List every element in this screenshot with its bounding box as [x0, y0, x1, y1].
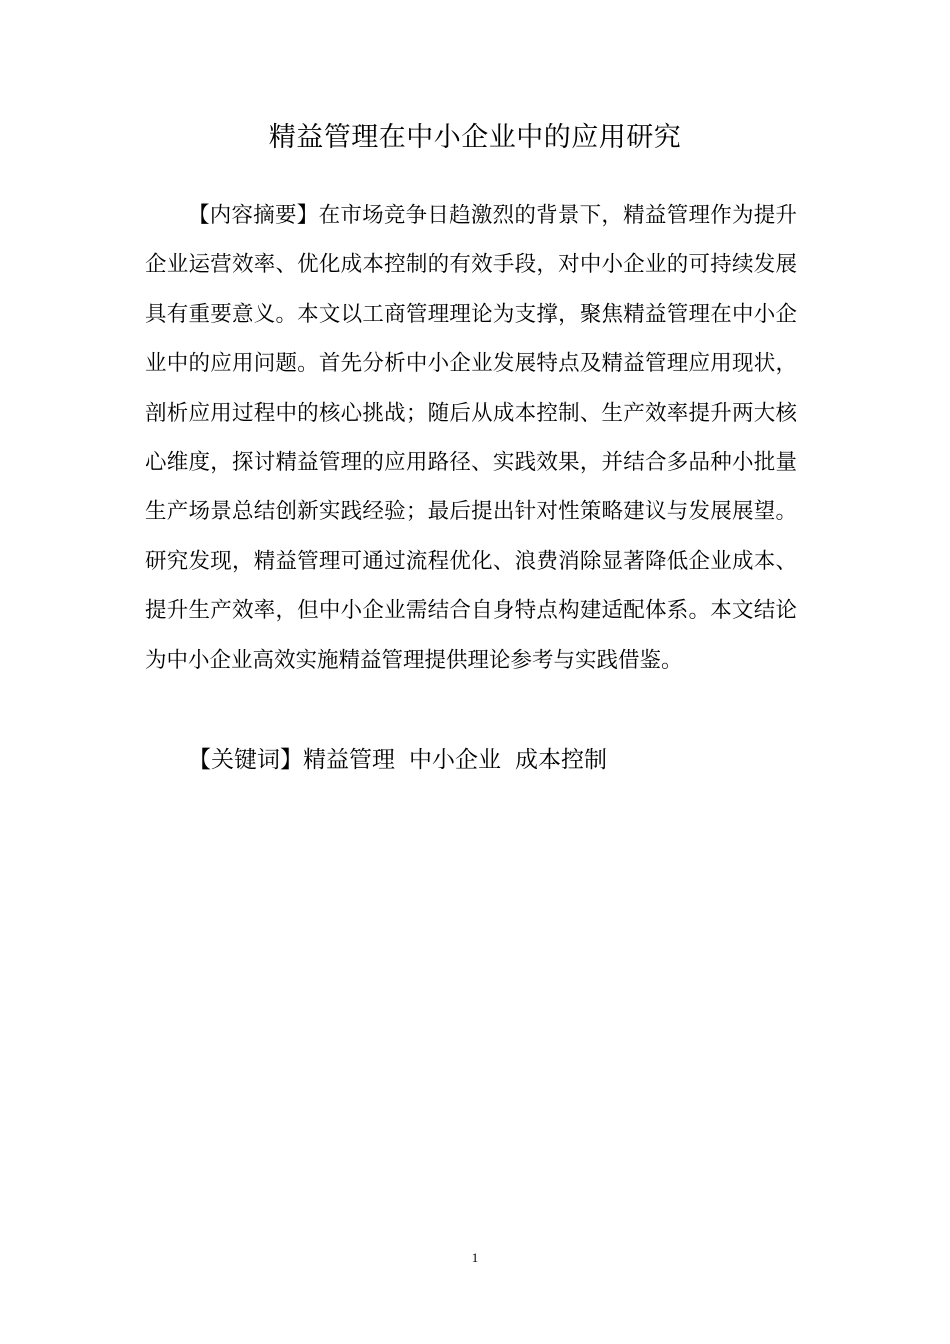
keyword-item: 成本控制 [515, 747, 607, 773]
keywords-label: 【关键词】 [188, 747, 303, 773]
document-title: 精益管理在中小企业中的应用研究 [268, 122, 682, 153]
abstract-text: 在市场竞争日趋激烈的背景下，精益管理作为提升企业运营效率、优化成本控制的有效手段，对中小企业的可持续发展具有重要意义。本文以工商管理理论为支撑，聚焦精益管理在中小企业中的应用问题。首先分析中小企业发展特点及精益管理应用现状，剖析应用过程中的核心挑战；随后从成本控制、生产效率提升两大核心维度，探讨精益管理的应用路径、实践效果，并结合多品种小批量生产场景总结创新实践经验；最后提出针对性策略建议与发展展望。研究发现，精益管理可通过流程优化、浪费消除显著降低企业成本、提升生产效率，但中小企业需结合自身特点构建适配体系。本文结论为中小企业高效实施精益管理提供理论参考与实践借鉴。 [145, 203, 797, 673]
keyword-item: 精益管理 [303, 747, 395, 773]
abstract-label: 【内容摘要】 [188, 203, 319, 228]
keyword-item: 中小企业 [409, 747, 501, 773]
keywords-line [145, 738, 797, 782]
abstract-paragraph [145, 191, 797, 685]
page-number: 1 [471, 1250, 479, 1265]
